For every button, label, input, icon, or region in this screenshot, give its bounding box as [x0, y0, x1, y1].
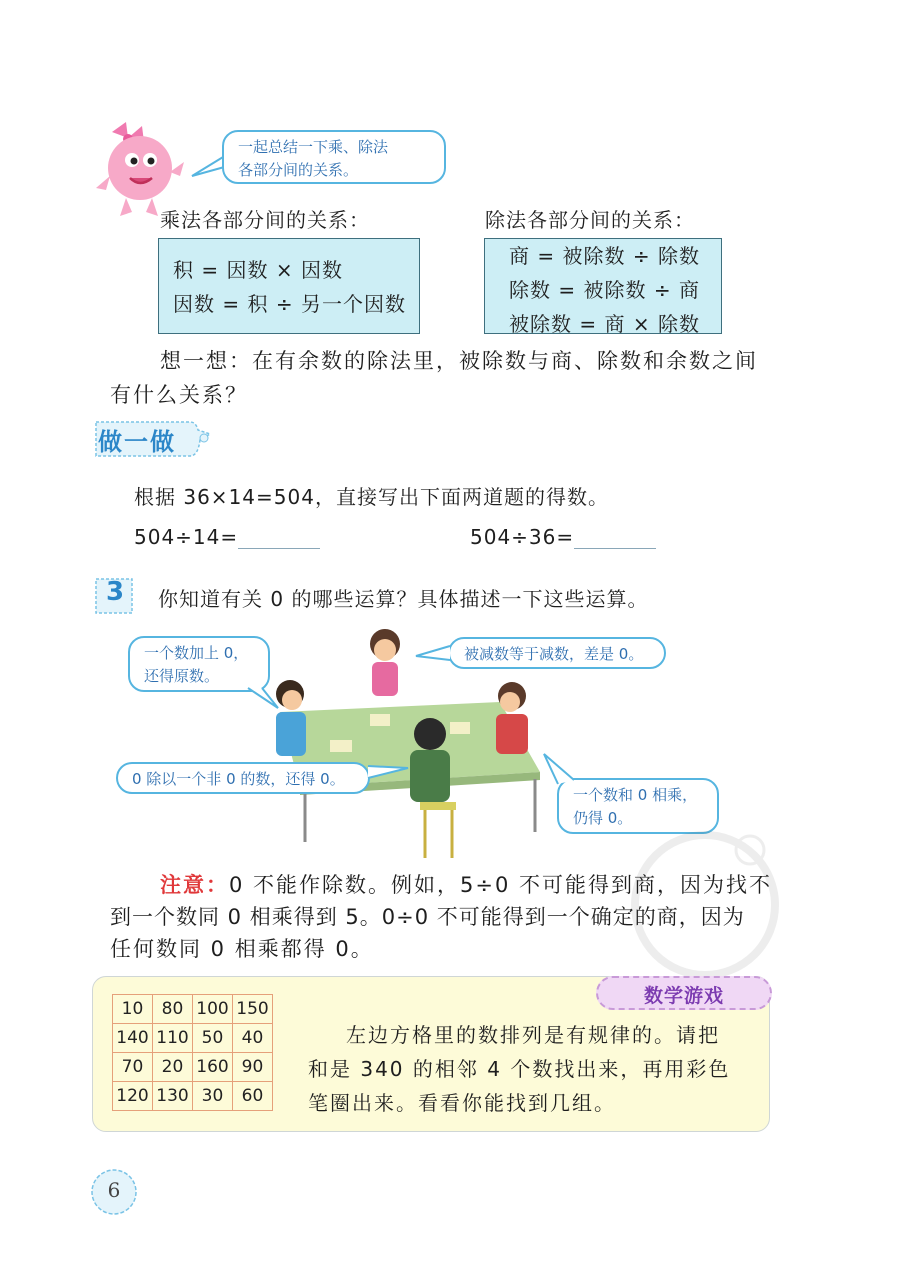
- bubble-subtract-zero: [448, 637, 666, 669]
- division-heading: 除法各部分间的关系：: [485, 208, 695, 232]
- practice-instruction: 根据 36×14=504，直接写出下面两道题的得数。: [134, 485, 609, 509]
- grid-cell[interactable]: 20: [153, 1053, 193, 1082]
- division-line-1: 商 = 被除数 ÷ 除数: [509, 244, 700, 268]
- math-game-title: 数学游戏: [643, 985, 724, 1007]
- intro-bubble-line-2: 各部分间的关系。: [238, 161, 359, 179]
- division-line-2: 除数 = 被除数 ÷ 商: [509, 278, 700, 302]
- division-line-3: 被除数 = 商 × 除数: [509, 312, 700, 336]
- grid-cell[interactable]: 50: [193, 1024, 233, 1053]
- game-line-2: 和是 340 的相邻 4 个数找出来，再用彩色: [308, 1057, 731, 1081]
- intro-bubble-line-1: 一起总结一下乘、除法: [238, 138, 389, 156]
- game-instructions: [308, 1018, 730, 1120]
- grid-cell[interactable]: 160: [193, 1053, 233, 1082]
- grid-cell[interactable]: 150: [233, 995, 273, 1024]
- grid-cell[interactable]: 80: [153, 995, 193, 1024]
- bubble-divide-tail: [366, 762, 410, 782]
- multiplication-relation-box: [158, 238, 420, 334]
- game-line-3: 笔圈出来。看看你能找到几组。: [308, 1091, 616, 1115]
- grid-cell[interactable]: 40: [233, 1024, 273, 1053]
- grid-row: [113, 1024, 273, 1053]
- note-line-1: [160, 868, 772, 902]
- multiplication-line-2: 因数 = 积 ÷ 另一个因数: [173, 292, 406, 316]
- page-number-label: 6: [107, 1178, 121, 1202]
- example-question: 你知道有关 0 的哪些运算？具体描述一下这些运算。: [158, 587, 649, 611]
- equation-2-text: 504÷36=: [470, 525, 575, 549]
- practice-equation-1: [134, 524, 320, 549]
- grid-cell[interactable]: 110: [153, 1024, 193, 1053]
- bubble-add-line-1: 一个数加上 0，: [144, 644, 249, 662]
- grid-cell[interactable]: 100: [193, 995, 233, 1024]
- math-game-tag: [596, 976, 772, 1010]
- grid-cell[interactable]: 60: [233, 1082, 273, 1111]
- bubble-add-line-2: 还得原数。: [144, 667, 220, 685]
- grid-row: [113, 1053, 273, 1082]
- grid-cell[interactable]: 140: [113, 1024, 153, 1053]
- note-line-1-text: 0 不能作除数。例如，5÷0 不可能得到商，因为找不: [229, 873, 773, 897]
- answer-blank-2[interactable]: [574, 524, 656, 549]
- example-number-label: 3: [106, 577, 125, 607]
- division-relation-box: [484, 238, 722, 334]
- bubble-divide-zero: [116, 762, 370, 794]
- multiplication-heading: 乘法各部分间的关系：: [160, 208, 370, 232]
- think-line-2: 有什么关系？: [110, 383, 248, 407]
- page-number: [88, 1166, 140, 1218]
- note-line-2: 到一个数同 0 相乘得到 5。0÷0 不可能得到一个确定的商，因为: [110, 905, 745, 929]
- multiplication-line-1: 积 = 因数 × 因数: [173, 258, 343, 282]
- grid-cell[interactable]: 90: [233, 1053, 273, 1082]
- grid-row: [113, 995, 273, 1024]
- bubble-subtract-line-1: 被减数等于减数，差是 0。: [464, 645, 644, 663]
- bubble-add-tail: [244, 686, 284, 712]
- bubble-multiply-line-1: 一个数和 0 相乘，: [573, 786, 698, 804]
- grid-cell[interactable]: 130: [153, 1082, 193, 1111]
- bubble-multiply-tail: [540, 752, 576, 786]
- answer-blank-1[interactable]: [238, 524, 320, 549]
- think-line-1: 想一想：在有余数的除法里，被除数与商、除数和余数之间: [160, 349, 758, 373]
- note-line-3: 任何数同 0 相乘都得 0。: [110, 937, 374, 961]
- grid-cell[interactable]: 70: [113, 1053, 153, 1082]
- intro-speech-bubble: [222, 130, 446, 184]
- game-line-1: 左边方格里的数排列是有规律的。请把: [346, 1023, 720, 1047]
- practice-tag: [92, 418, 214, 460]
- note-label: 注意：: [160, 873, 229, 897]
- grid-cell[interactable]: 30: [193, 1082, 233, 1111]
- practice-tag-label: 做一做: [98, 428, 176, 456]
- bubble-multiply-line-2: 仍得 0。: [573, 809, 633, 827]
- example-number: [92, 575, 138, 617]
- number-grid: [112, 994, 273, 1111]
- bubble-add-zero: [128, 636, 270, 692]
- equation-1-text: 504÷14=: [134, 525, 239, 549]
- grid-row: [113, 1082, 273, 1111]
- bubble-divide-line-1: 0 除以一个非 0 的数，还得 0。: [132, 770, 345, 788]
- practice-equation-2: [470, 524, 656, 549]
- grid-cell[interactable]: 10: [113, 995, 153, 1024]
- bubble-subtract-tail: [414, 644, 452, 664]
- grid-cell[interactable]: 120: [113, 1082, 153, 1111]
